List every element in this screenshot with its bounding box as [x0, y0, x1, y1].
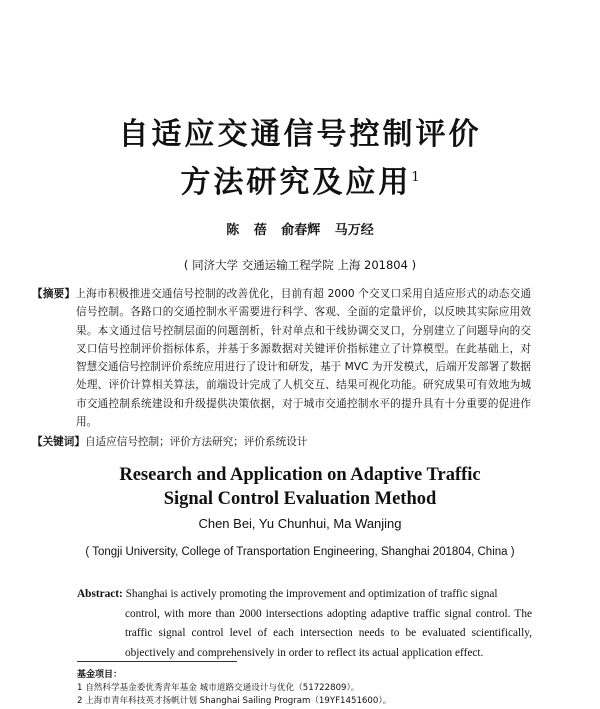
- abstract-chinese-text: 上海市积极推进交通信号控制的改善优化，目前有超 2000 个交叉口采用自适应形式的动态交通信号控制。各路口的交通控制水平需要进行科学、客观、全面的定量评价，以反映其实际应用效果。本文通过信号控制层面的问题剖析，针对单点和干线协调交叉口，分别建立了问题导向的交叉口信号控制评价指标体系，并基于多源数据对关键评价指标建立了计算模型。在此基础上，对智慧交通信号控制评价系统应用进行了设计和研发，基于 MVC 为开发模式，后端开发部署了数据处理、评价计算相关算法，前端设计完成了人机交互、结果可视化功能。研究成果可有效地为城市交通控制系统建设和升级提供决策依据，对于城市交通控制水平的提升具有十分重要的促进作用。: [75, 288, 531, 429]
- abstract-english: [77, 585, 532, 663]
- keywords-chinese: [32, 434, 492, 449]
- funding-item-2: 2 上海市青年科技英才扬帆计划 Shanghai Sailing Program（19YF1451600）。: [77, 696, 392, 706]
- abstract-english-first-line: [77, 585, 532, 605]
- english-title-line-1: Research and Application on Adaptive Traffic: [119, 465, 481, 485]
- affiliation-english: ( Tongji University, College of Transportation Engineering, Shanghai 201804, China ): [85, 546, 515, 558]
- abstract-chinese: [32, 285, 531, 431]
- abstract-english-body: control, with more than 2000 intersections adopting adaptive traffic signal control. The traffic signal control level of each intersection needs to be evaluated scientifically, objectively and comprehensively in order to reflect its actual application effect.: [125, 607, 532, 659]
- abstract-english-label: Abstract:: [77, 588, 123, 600]
- chinese-title-line-2-text: 方法研究及应用: [180, 165, 412, 200]
- chinese-title-line-1: [0, 117, 600, 152]
- keywords-chinese-text: 自适应信号控制；评价方法研究；评价系统设计: [84, 436, 308, 448]
- affiliation-chinese: ( 同济大学 交通运输工程学院 上海 201804 ): [183, 258, 417, 272]
- english-title-line-2: Signal Control Evaluation Method: [163, 489, 437, 509]
- keywords-chinese-label: 【关键词】: [32, 436, 85, 448]
- authors-english: Chen Bei, Yu Chunhui, Ma Wanjing: [198, 516, 402, 531]
- funding-item-1: 1 自然科学基金委优秀青年基金 城市道路交通设计与优化（51722809）。: [77, 683, 360, 693]
- chinese-title-line-1-text: 自适应交通信号控制评价: [118, 117, 482, 152]
- funding-label: 基金项目：: [77, 670, 123, 680]
- authors-chinese: 陈 蓓 俞春辉 马万经: [226, 223, 374, 238]
- abstract-chinese-label: 【摘要】: [32, 288, 76, 300]
- chinese-title-line-2: [0, 165, 600, 200]
- abstract-english-line-1: Shanghai is actively promoting the improvement and optimization of traffic signal: [125, 588, 498, 600]
- title-footnote-marker: 1: [411, 170, 420, 185]
- footnote-divider: [77, 661, 237, 662]
